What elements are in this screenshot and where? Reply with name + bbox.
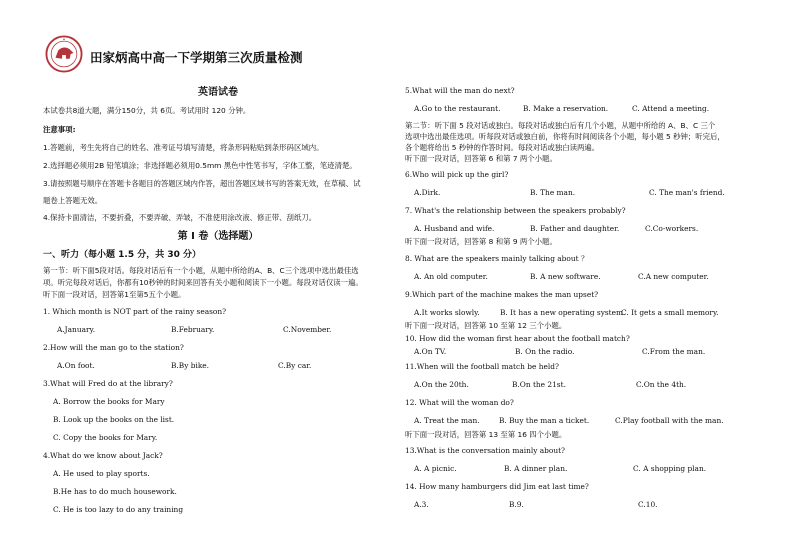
question-9-option-a: A.It works slowly.	[414, 308, 480, 317]
question-14-option-c: C.10.	[638, 500, 658, 509]
question-11-option-b: B.On the 21st.	[512, 380, 566, 389]
question-13-option-a: A. A picnic.	[414, 464, 457, 473]
section-listening-title: 一、听力（每小题 1.5 分，共 30 分）	[43, 250, 202, 260]
question-12-option-a: A. Treat the man.	[414, 416, 480, 425]
question-12-option-c: C.Play football with the man.	[615, 416, 724, 425]
note-1: 1.答题前，考生先将自己的姓名、准考证号填写清楚，将条形码粘贴到条形码区域内。	[43, 143, 324, 152]
part-title: 第 I 卷（选择题）	[177, 231, 259, 242]
question-14: 14. How many hamburgers did Jim eat last time?	[405, 482, 589, 491]
question-4-option-a: A. He used to play sports.	[53, 469, 150, 478]
question-6: 6.Who will pick up the girl?	[405, 170, 509, 179]
question-5: 5.What will the man do next?	[405, 86, 515, 95]
question-10-option-a: A.On TV.	[414, 347, 447, 356]
part2-instruction-line: 选项中选出最佳选项。听每段对话或独白前，你将有时间阅读各个小题，每小题 5 秒钟；听完后，	[405, 132, 725, 141]
question-13-option-c: C. A shopping plan.	[633, 464, 707, 473]
section1-instruction-line: 听下面一段对话，回答第1至第5五个小题。	[43, 290, 186, 299]
question-5-option-b: B. Make a reservation.	[523, 104, 609, 113]
note-3-cont: 题卷上答题无效。	[43, 196, 103, 205]
question-7-option-c: C.Co-workers.	[645, 224, 699, 233]
section1-instruction-line: 项。听完每段对话后，你都有10秒钟的时间来回答有关小题和阅读下一小题。每段对话仅读一遍。	[43, 278, 363, 287]
question-7-option-a: A. Husband and wife.	[414, 224, 495, 233]
question-9: 9.Which part of the machine makes the man upset?	[405, 290, 599, 299]
question-13: 13.What is the conversation mainly about?	[405, 446, 566, 455]
question-11-option-a: A.On the 20th.	[414, 380, 469, 389]
question-8-option-a: A. An old computer.	[414, 272, 488, 281]
question-1: 1. Which month is NOT part of the rainy season?	[43, 307, 227, 316]
part2-instruction-line: 各个题将给出 5 秒钟的作答时间。每段对话或独白读两遍。	[405, 143, 600, 152]
question-8-option-c: C.A new computer.	[638, 272, 709, 281]
school-title: 田家炳高中高一下学期第三次质量检测	[90, 50, 303, 65]
dialogue-instruction: 听下面一段对话，回答第 8 和第 9 两个小题。	[405, 237, 557, 246]
question-3-option-b: B. Look up the books on the list.	[53, 415, 175, 424]
question-1-option-b: B.February.	[171, 325, 215, 334]
question-9-option-c: C. It gets a small memory.	[621, 308, 719, 317]
part2-instruction-line: 第二节：听下面 5 段对话或独白。每段对话或独白后有几个小题，从题中所给的 A、B、C 三个	[405, 121, 716, 130]
question-4: 4.What do we know about Jack?	[43, 451, 163, 460]
question-6-option-c: C. The man's friend.	[649, 188, 725, 197]
question-4-option-c: C. He is too lazy to do any training	[53, 505, 184, 514]
note-3: 3.请按照题号顺序在答题卡各题目的答题区域内作答，超出答题区域书写的答案无效，在草稿、试	[43, 179, 361, 188]
dialogue-instruction: 听下面一段对话，回答第 10 至第 12 三个小题。	[405, 321, 567, 330]
question-2-option-c: C.By car.	[278, 361, 312, 370]
section1-instruction-line: 第一节：听下面5段对话。每段对话后有一个小题，从题中所给的A、B、C三个选项中选出最佳选	[43, 266, 359, 275]
question-3-option-a: A. Borrow the books for Mary	[53, 397, 165, 406]
school-logo-icon	[45, 35, 83, 73]
question-12: 12. What will the woman do?	[405, 398, 514, 407]
question-5-option-a: A.Go to the restaurant.	[414, 104, 501, 113]
exam-title: 英语试卷	[198, 87, 238, 98]
question-3: 3.What will Fred do at the library?	[43, 379, 173, 388]
question-2: 2.How will the man go to the station?	[43, 343, 184, 352]
question-11-option-c: C.On the 4th.	[636, 380, 687, 389]
question-1-option-c: C.November.	[283, 325, 332, 334]
question-14-option-b: B.9.	[509, 500, 524, 509]
question-10-option-b: B. On the radio.	[515, 347, 575, 356]
question-10: 10. How did the woman first hear about the football match?	[405, 334, 630, 343]
question-8: 8. What are the speakers mainly talking about ？	[405, 254, 589, 263]
question-5-option-c: C. Attend a meeting.	[632, 104, 710, 113]
dialogue-instruction: 听下面一段对话，回答第 13 至第 16 四个小题。	[405, 430, 567, 439]
question-13-option-b: B. A dinner plan.	[504, 464, 568, 473]
question-9-option-b: B. It has a new operating system.	[500, 308, 626, 317]
dialogue-instruction: 听下面一段对话，回答第 6 和第 7 两个小题。	[405, 154, 557, 163]
note-2: 2.选择题必须用2B 铅笔填涂；非选择题必须用0.5mm 黑色中性笔书写，字体工整，笔迹清楚。	[43, 161, 357, 170]
question-11: 11.When will the football match be held?	[405, 362, 559, 371]
question-7: 7. What's the relationship between the speakers probably?	[405, 206, 626, 215]
notes-title: 注意事项:	[43, 125, 76, 134]
question-8-option-b: B. A new software.	[530, 272, 601, 281]
question-14-option-a: A.3.	[414, 500, 429, 509]
question-12-option-b: B. Buy the man a ticket.	[499, 416, 590, 425]
question-6-option-b: B. The man.	[530, 188, 576, 197]
question-4-option-b: B.He has to do much housework.	[53, 487, 177, 496]
question-6-option-a: A.Dirk.	[414, 188, 441, 197]
question-3-option-c: C. Copy the books for Mary.	[53, 433, 158, 442]
question-7-option-b: B. Father and daughter.	[530, 224, 620, 233]
question-1-option-a: A.January.	[57, 325, 96, 334]
question-10-option-c: C.From the man.	[642, 347, 706, 356]
question-2-option-b: B.By bike.	[171, 361, 210, 370]
exam-info: 本试卷共8道大题，满分150分，共 6页。考试用时 120 分钟。	[43, 106, 251, 115]
note-4: 4.保持卡面清洁，不要折叠，不要弄破、弄皱，不准使用涂改液、修正带、刮纸刀。	[43, 213, 317, 222]
question-2-option-a: A.On foot.	[57, 361, 95, 370]
